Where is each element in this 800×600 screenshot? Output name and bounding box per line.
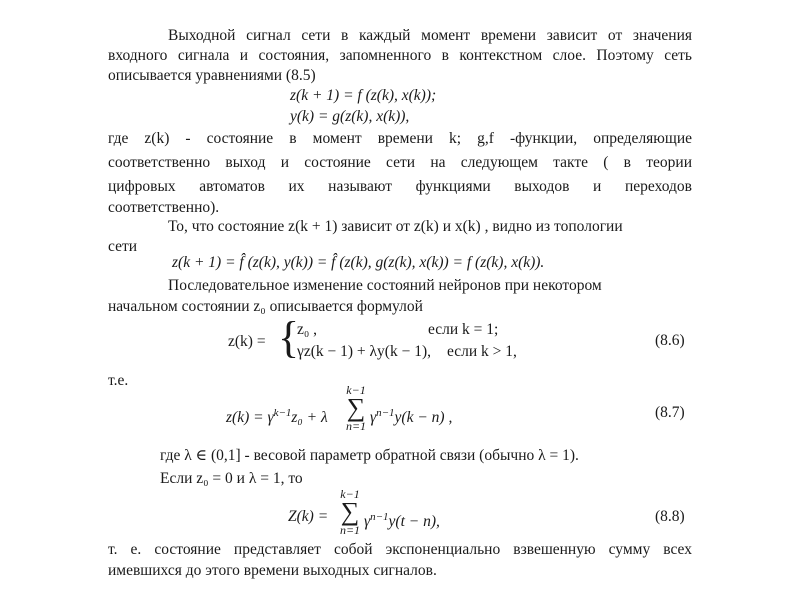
eq-lhs: Z(k) = <box>288 508 329 525</box>
summation: k−1 ∑ n=1 <box>339 487 361 537</box>
text-line: имевшихся до этого времени выходных сигналов. <box>108 562 437 579</box>
text-line: Выходной сигнал сети в каждый момент времени зависит от значения <box>168 27 692 44</box>
text-line: где z(k) - состояние в момент времени k; g,f -функции, определяющие <box>108 130 692 147</box>
text-line: где λ ∈ (0,1] - весовой параметр обратной связи (обычно λ = 1). <box>160 447 579 464</box>
equation-8-5a: z(k + 1) = f (z(k), x(k)); <box>290 87 437 104</box>
cond-1: если k = 1; <box>428 321 499 338</box>
eq-part: $z(k) = \gamma^{k-1}z_0 + \lambda$ <box>226 407 328 427</box>
case-2: γz(k − 1) + λy(k − 1), <box>297 343 431 360</box>
text-line: цифровых автоматов их называют функциями выходов и переходов <box>108 178 692 195</box>
summation: k−1 ∑ n=1 <box>345 383 367 433</box>
eq-part: $\gamma^{n-1}y(k - n)$ , <box>370 407 453 427</box>
eq-lhs: z(k) = <box>228 333 266 350</box>
text-line: начальном состоянии z₀ описывается формулой <box>108 298 423 315</box>
equation-8-5b: y(k) = g(z(k), x(k)), <box>290 108 410 125</box>
text-line: сети <box>108 238 138 255</box>
text-line: Если z₀ = 0 и λ = 1, то <box>160 470 303 487</box>
text-line: описывается уравнениями (8.5) <box>108 67 316 84</box>
case-1: z₀ , <box>297 321 318 338</box>
text-line: соответственно). <box>108 199 220 216</box>
text-line: Последовательное изменение состояний нейронов при некотором <box>168 277 602 294</box>
text-line: т.е. <box>108 372 129 389</box>
brace: { <box>278 313 300 362</box>
equation-number: (8.6) <box>655 332 685 349</box>
text-line: соответственно выход и состояние сети на следующем такте ( в теории <box>108 154 692 171</box>
equation-topology: z(k + 1) = f̂ (z(k), y(k)) = f̂ (z(k), g(z(k), x(k)) = f (z(k), x(k)). <box>172 254 545 271</box>
eq-part: $\gamma^{n-1}y(t - n)$, <box>364 511 440 531</box>
equation-number: (8.8) <box>655 508 685 525</box>
text-line: То, что состояние z(k + 1) зависит от z(k) и x(k) , видно из топологии <box>168 218 623 235</box>
text-line: входного сигнала и состояния, запомненного в контекстном слое. Поэтому сеть <box>108 47 692 64</box>
equation-number: (8.7) <box>655 404 685 421</box>
text-line: т. е. состояние представляет собой экспоненциально взвешенную сумму всех <box>108 541 692 558</box>
cond-2: если k > 1, <box>447 343 517 360</box>
